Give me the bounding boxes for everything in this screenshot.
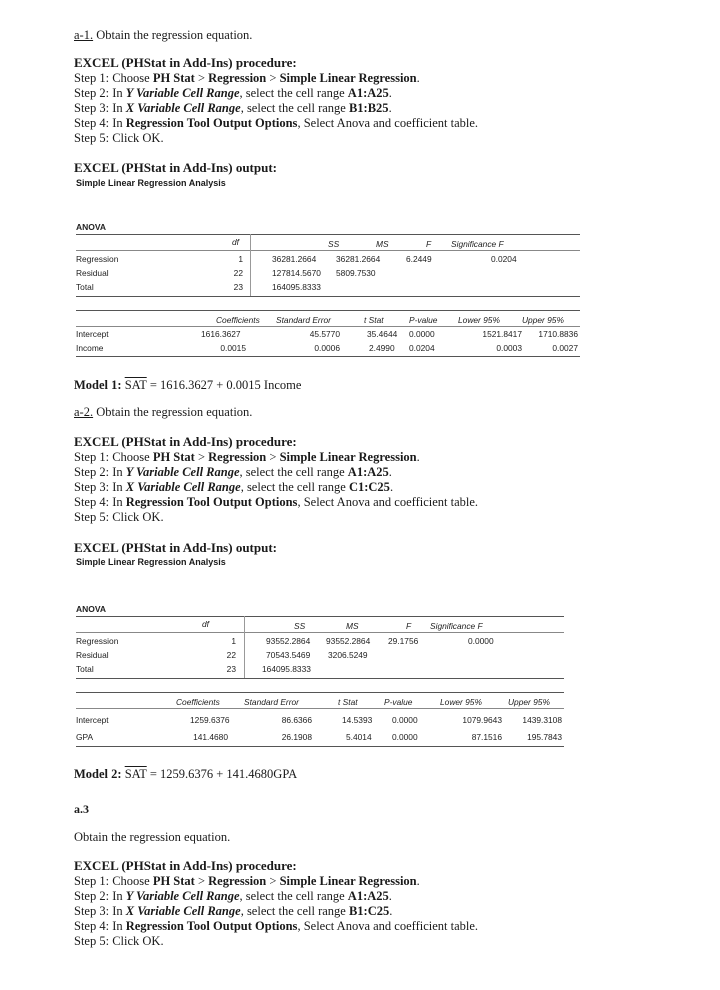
col-header: Lower 95% — [440, 697, 482, 707]
section-a3-intro: Obtain the regression equation. — [74, 830, 231, 844]
row-label: GPA — [76, 732, 94, 742]
analysis-subtitle: Simple Linear Regression Analysis — [76, 557, 226, 567]
col-header: P-value — [384, 697, 413, 707]
col-header: t Stat — [338, 697, 358, 707]
step-line: Step 3: In X Variable Cell Range, select the cell range B1:B25. — [74, 101, 392, 115]
step-line: Step 1: Choose PH Stat > Regression > Simple Linear Regression. — [74, 450, 420, 464]
col-header: Standard Error — [244, 697, 299, 707]
t-value: 14.5393 — [342, 715, 373, 725]
col-header: SS — [294, 621, 306, 631]
sig-value: 0.0000 — [468, 636, 494, 646]
step-line: Step 2: In Y Variable Cell Range, select the cell range A1:A25. — [74, 889, 392, 903]
row-label: Residual — [76, 268, 109, 278]
step-line: Step 3: In X Variable Cell Range, select the cell range C1:C25. — [74, 480, 394, 494]
coef-value: 1259.6376 — [190, 715, 230, 725]
row-label: Intercept — [76, 715, 109, 725]
col-header: SS — [328, 239, 340, 249]
procedure-title: EXCEL (PHStat in Add-Ins) procedure: — [74, 434, 297, 449]
row-label: Regression — [76, 636, 119, 646]
df-value: 22 — [226, 650, 236, 660]
row-label: Total — [76, 282, 94, 292]
step-line: Step 4: In Regression Tool Output Options, Select Anova and coefficient table. — [74, 495, 479, 509]
step-line: Step 5: Click OK. — [74, 934, 164, 948]
col-header: Coefficients — [216, 315, 260, 325]
ss-value: 93552.2864 — [266, 636, 311, 646]
df-value: 23 — [233, 282, 243, 292]
section-a2-heading: a-2. Obtain the regression equation. — [74, 405, 253, 419]
analysis-subtitle: Simple Linear Regression Analysis — [76, 178, 226, 188]
col-header: F — [426, 239, 432, 249]
model-1-equation: Model 1: $\overline{SAT} = 1616.3627 + 0.0015$ Income — [74, 378, 302, 392]
upper-value: 195.7843 — [527, 732, 562, 742]
coef-value: 0.0015 — [220, 343, 246, 353]
df-value: 22 — [233, 268, 243, 278]
t-value: 35.4644 — [367, 329, 398, 339]
col-header: Upper 95% — [522, 315, 564, 325]
ms-value: 36281.2664 — [336, 254, 381, 264]
col-header: Significance F — [430, 621, 483, 631]
ss-value: 164095.8333 — [272, 282, 321, 292]
regression-table-2 — [76, 604, 564, 754]
ss-value: 164095.8333 — [262, 664, 311, 674]
f-value: 29.1756 — [388, 636, 419, 646]
col-header: Coefficients — [176, 697, 220, 707]
col-header: Upper 95% — [508, 697, 550, 707]
col-header: df — [202, 619, 209, 629]
step-line: Step 2: In Y Variable Cell Range, select the cell range A1:A25. — [74, 465, 392, 479]
col-header: MS — [376, 239, 389, 249]
f-value: 6.2449 — [406, 254, 432, 264]
upper-value: 0.0027 — [552, 343, 578, 353]
se-value: 45.5770 — [309, 329, 340, 339]
t-value: 5.4014 — [346, 732, 372, 742]
anova-label: ANOVA — [76, 604, 107, 614]
row-label: Residual — [76, 650, 109, 660]
output-title: EXCEL (PHStat in Add-Ins) output: — [74, 160, 277, 175]
row-label: Intercept — [76, 329, 109, 339]
ms-value: 93552.2864 — [326, 636, 371, 646]
step-line: Step 3: In X Variable Cell Range, select the cell range B1:C25. — [74, 904, 393, 918]
lower-value: 0.0003 — [496, 343, 522, 353]
p-value: 0.0204 — [409, 343, 435, 353]
section-a3-heading: a.3 — [74, 802, 89, 816]
regression-table-1 — [76, 222, 580, 372]
ss-value: 127814.5670 — [272, 268, 321, 278]
col-header: t Stat — [364, 315, 384, 325]
anova-label: ANOVA — [76, 222, 107, 232]
col-header: MS — [346, 621, 359, 631]
sig-value: 0.0204 — [491, 254, 517, 264]
step-line: Step 1: Choose PH Stat > Regression > Simple Linear Regression. — [74, 71, 420, 85]
step-line: Step 5: Click OK. — [74, 510, 164, 524]
coef-value: 1616.3627 — [201, 329, 241, 339]
p-value: 0.0000 — [392, 732, 418, 742]
row-label: Regression — [76, 254, 119, 264]
upper-value: 1439.3108 — [522, 715, 562, 725]
coef-value: 141.4680 — [193, 732, 228, 742]
t-value: 2.4990 — [369, 343, 395, 353]
upper-value: 1710.8836 — [538, 329, 578, 339]
ss-value: 70543.5469 — [266, 650, 311, 660]
step-line: Step 4: In Regression Tool Output Options, Select Anova and coefficient table. — [74, 919, 479, 933]
df-value: 1 — [238, 254, 243, 264]
col-header: Standard Error — [276, 315, 331, 325]
step-line: Step 1: Choose PH Stat > Regression > Simple Linear Regression. — [74, 874, 420, 888]
procedure-title: EXCEL (PHStat in Add-Ins) procedure: — [74, 55, 297, 70]
lower-value: 1079.9643 — [462, 715, 502, 725]
row-label: Income — [76, 343, 104, 353]
step-line: Step 4: In Regression Tool Output Options, Select Anova and coefficient table. — [74, 116, 479, 130]
model-2-equation: Model 2: $\overline{SAT} = 1259.6376 + 141.4680GPA$ — [74, 767, 298, 781]
se-value: 0.0006 — [314, 343, 340, 353]
ms-value: 5809.7530 — [336, 268, 376, 278]
step-line: Step 2: In Y Variable Cell Range, select the cell range A1:A25. — [74, 86, 392, 100]
se-value: 26.1908 — [281, 732, 312, 742]
col-header: F — [406, 621, 412, 631]
ss-value: 36281.2664 — [272, 254, 317, 264]
p-value: 0.0000 — [409, 329, 435, 339]
step-line: Step 5: Click OK. — [74, 131, 164, 145]
p-value: 0.0000 — [392, 715, 418, 725]
df-value: 1 — [231, 636, 236, 646]
ms-value: 3206.5249 — [328, 650, 368, 660]
row-label: Total — [76, 664, 94, 674]
col-header: Lower 95% — [458, 315, 500, 325]
lower-value: 87.1516 — [471, 732, 502, 742]
procedure-title: EXCEL (PHStat in Add-Ins) procedure: — [74, 858, 297, 873]
output-title: EXCEL (PHStat in Add-Ins) output: — [74, 540, 277, 555]
col-header: P-value — [409, 315, 438, 325]
section-a1-heading: a-1. Obtain the regression equation. — [74, 28, 253, 42]
se-value: 86.6366 — [281, 715, 312, 725]
col-header: Significance F — [451, 239, 504, 249]
col-header: df — [232, 237, 239, 247]
lower-value: 1521.8417 — [482, 329, 522, 339]
df-value: 23 — [226, 664, 236, 674]
